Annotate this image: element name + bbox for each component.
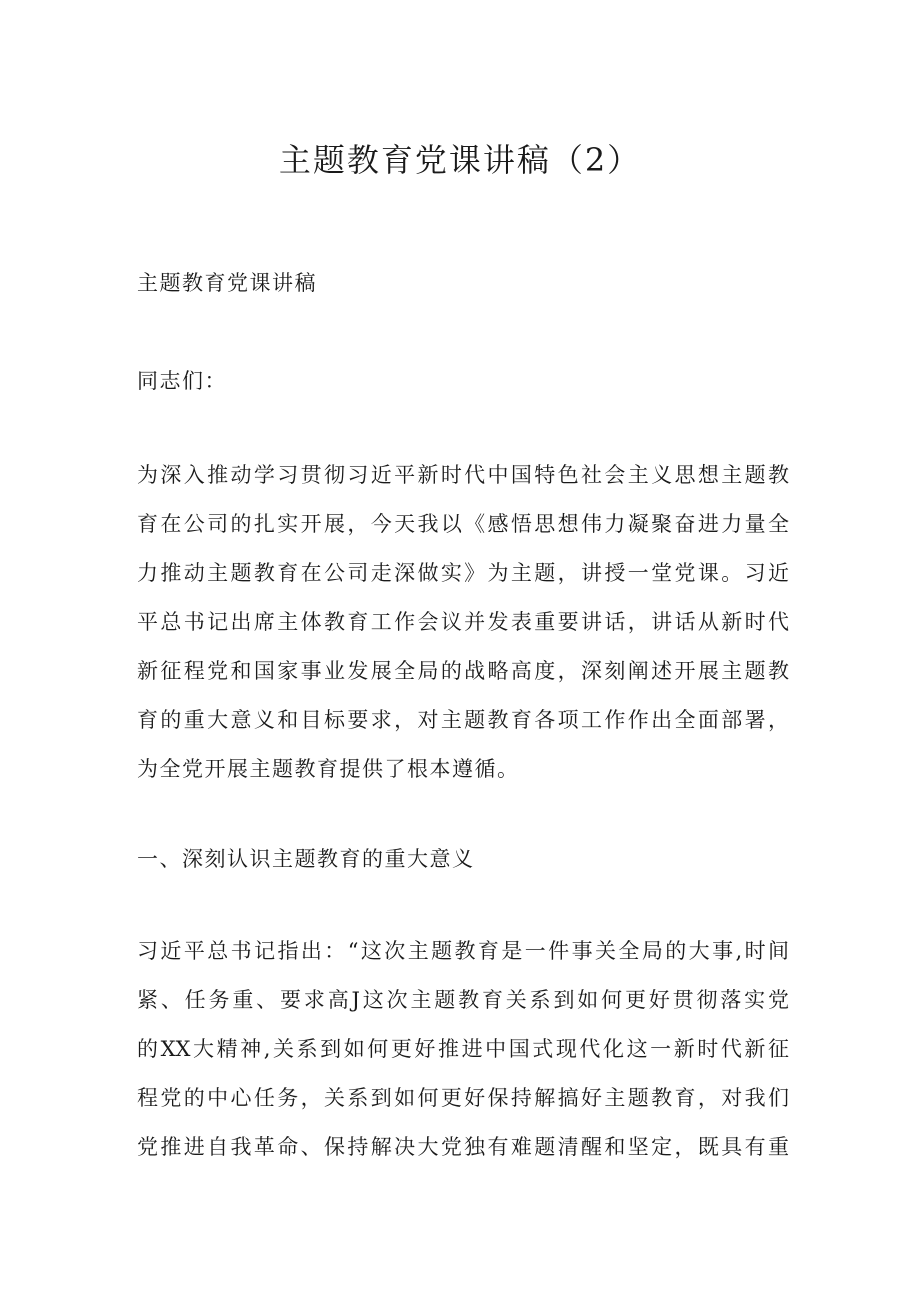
document-title: 主题教育党课讲稿（2） (278, 141, 642, 179)
paragraph-line: 紧、任务重、要求高J这次主题教育关系到如何更好贯彻落实党 (137, 988, 789, 1012)
paragraph-line: 育在公司的扎实开展，今天我以《感悟思想伟力凝聚奋进力量全 (137, 512, 789, 536)
paragraph-line: 程党的中心任务，关系到如何更好保持解搞好主题教育，对我们 (137, 1086, 789, 1110)
document-subtitle: 主题教育党课讲稿 (137, 271, 317, 295)
paragraph-line: 为深入推动学习贯彻习近平新时代中国特色社会主义思想主题教 (137, 463, 789, 487)
paragraph-line: 党推进自我革命、保持解决大党独有难题清醒和坚定，既具有重 (137, 1135, 789, 1159)
section-heading: 一、深刻认识主题教育的重大意义 (137, 847, 475, 871)
paragraph-line: 平总书记出席主体教育工作会议并发表重要讲话，讲话从新时代 (137, 610, 789, 634)
paragraph-line: 新征程党和国家事业发展全局的战略高度，深刻阐述开展主题教 (137, 659, 789, 683)
paragraph-line: 育的重大意义和目标要求，对主题教育各项工作作出全面部署， (137, 708, 789, 732)
paragraph-line: 力推动主题教育在公司走深做实》为主题，讲授一堂党课。习近 (137, 561, 789, 585)
paragraph-line: 为全党开展主题教育提供了根本遵循。 (137, 757, 520, 781)
salutation: 同志们： (137, 369, 227, 393)
paragraph-line: 的XX大精神,关系到如何更好推进中国式现代化这一新时代新征 (137, 1037, 789, 1061)
paragraph-line: 习近平总书记指出：“这次主题教育是一件事关全局的大事,时间 (137, 939, 789, 963)
